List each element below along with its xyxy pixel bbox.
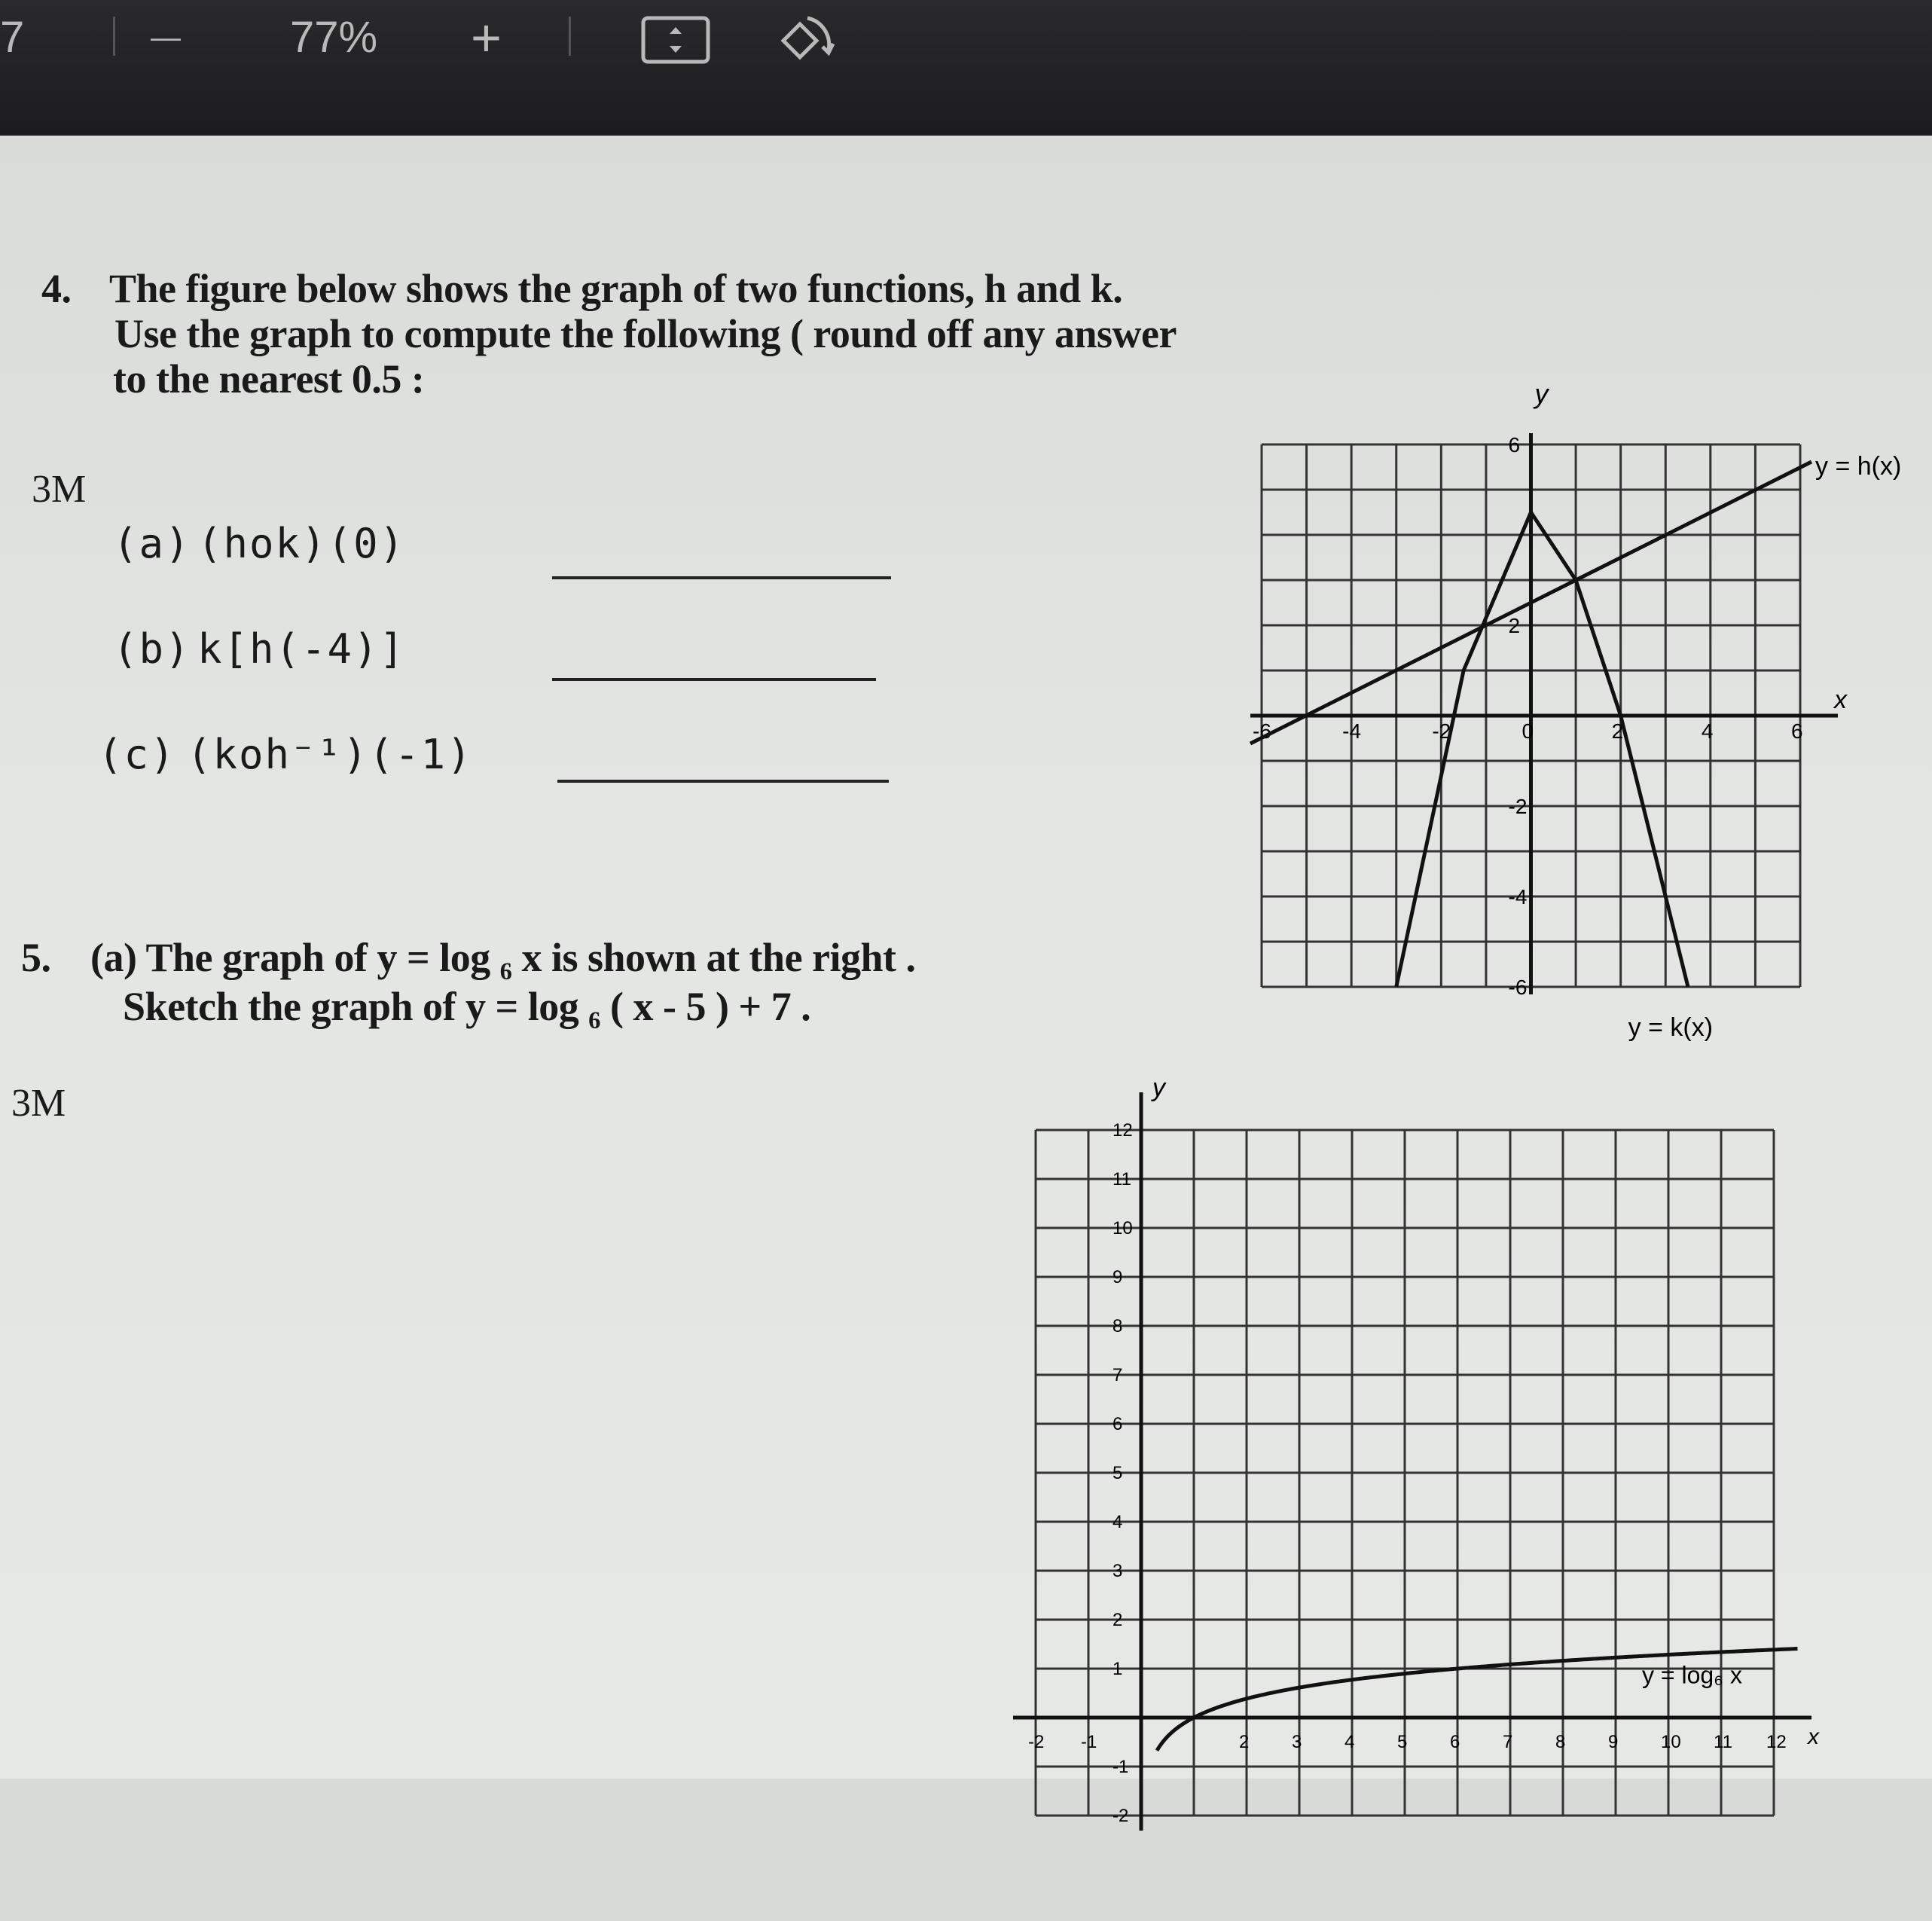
- x-tick-label: -4: [1342, 719, 1362, 743]
- q4-number: 4.: [41, 266, 72, 311]
- y-tick-label: 6: [1113, 1414, 1123, 1434]
- q4b-label: (b): [113, 625, 191, 673]
- q5-text-line1: (a) The graph of y = log ₆ x is shown at the right .: [90, 935, 916, 980]
- q4a-expression: (hok)(0): [197, 520, 406, 567]
- y-tick-label: 6: [1508, 433, 1521, 457]
- q4-text-line2: Use the graph to compute the following ( round off any answer: [114, 311, 1177, 356]
- x-tick-label: 9: [1608, 1732, 1619, 1752]
- q4c-answer-line: [557, 780, 889, 783]
- y-tick-label: -1: [1113, 1757, 1129, 1777]
- y-tick-label: -6: [1508, 976, 1528, 999]
- worksheet-page: [0, 136, 1932, 1826]
- x-tick-label: 8: [1555, 1732, 1566, 1752]
- y-tick-label: 8: [1113, 1316, 1123, 1336]
- q4-text-line1: The figure below shows the graph of two functions, h and k.: [109, 266, 1123, 311]
- y-axis-label: y: [1534, 378, 1549, 409]
- y-tick-label: 5: [1113, 1463, 1123, 1483]
- y-axis-label: y: [1152, 1074, 1165, 1102]
- page-number: 7: [0, 13, 25, 62]
- q4c-label: (c): [98, 731, 176, 778]
- q4a-answer-line: [552, 576, 891, 579]
- x-tick-label: 11: [1714, 1732, 1732, 1752]
- q4a-label: (a): [113, 520, 191, 567]
- x-axis-label: x: [1834, 686, 1847, 714]
- q5-number: 5.: [21, 935, 51, 980]
- x-tick-label: 5: [1397, 1732, 1408, 1752]
- y-tick-label: 4: [1113, 1512, 1123, 1532]
- y-tick-label: 12: [1113, 1120, 1133, 1141]
- y-tick-label: 7: [1113, 1365, 1123, 1385]
- viewer-toolbar: [0, 0, 1932, 136]
- q5-marks: 3M: [11, 1082, 66, 1125]
- zoom-level: 77%: [290, 13, 378, 62]
- fit-page-icon[interactable]: [640, 15, 712, 66]
- log6-series-label: y = log₆ x: [1642, 1661, 1742, 1689]
- x-tick-label: 6: [1791, 719, 1803, 743]
- x-tick-label: 7: [1503, 1732, 1513, 1752]
- x-tick-label: -1: [1081, 1732, 1097, 1752]
- x-tick-label: -6: [1253, 719, 1271, 743]
- x-tick-label: 2: [1611, 719, 1624, 743]
- x-tick-label: 6: [1450, 1732, 1460, 1752]
- q5-text-line2: Sketch the graph of y = log ₆ ( x - 5 ) + 7 .: [123, 984, 811, 1029]
- q4b-expression: k[h(-4)]: [197, 625, 406, 673]
- log6-graph: [987, 949, 1845, 1921]
- q4-marks: 3M: [32, 468, 87, 511]
- y-tick-label: 10: [1113, 1218, 1133, 1238]
- toolbar-separator: [113, 17, 115, 56]
- y-tick-label: -4: [1508, 885, 1528, 909]
- hk-graph: [1220, 249, 1932, 1062]
- zoom-in-button[interactable]: +: [471, 8, 502, 67]
- y-tick-label: 1: [1113, 1659, 1123, 1679]
- toolbar-separator: [569, 17, 571, 56]
- x-tick-label: 10: [1661, 1732, 1681, 1752]
- q4c-expression: (koh⁻¹)(-1): [187, 731, 473, 778]
- zoom-out-button[interactable]: —: [151, 21, 181, 54]
- x-tick-label: 4: [1701, 719, 1714, 743]
- k-series-label: y = k(x): [1628, 1013, 1714, 1042]
- y-tick-label: 2: [1113, 1610, 1123, 1630]
- x-tick-label: 3: [1292, 1732, 1302, 1752]
- x-tick-label: 12: [1766, 1732, 1787, 1752]
- x-tick-label: 2: [1239, 1732, 1250, 1752]
- rotate-icon[interactable]: [768, 11, 836, 71]
- y-tick-label: -2: [1113, 1806, 1129, 1826]
- y-tick-label: -2: [1508, 795, 1528, 818]
- x-axis-label: x: [1808, 1724, 1819, 1749]
- y-tick-label: 9: [1113, 1267, 1123, 1287]
- x-tick-label: -2: [1028, 1732, 1045, 1752]
- q4-text-line3: to the nearest 0.5 :: [113, 356, 425, 402]
- q4b-answer-line: [552, 678, 876, 681]
- h-series-label: y = h(x): [1815, 452, 1902, 481]
- x-tick-label: 4: [1344, 1732, 1355, 1752]
- y-tick-label: 3: [1113, 1561, 1123, 1581]
- y-tick-label: 11: [1113, 1169, 1131, 1190]
- x-tick-label: 0: [1521, 719, 1534, 743]
- y-tick-label: 2: [1508, 614, 1521, 637]
- x-tick-label: -2: [1432, 719, 1451, 743]
